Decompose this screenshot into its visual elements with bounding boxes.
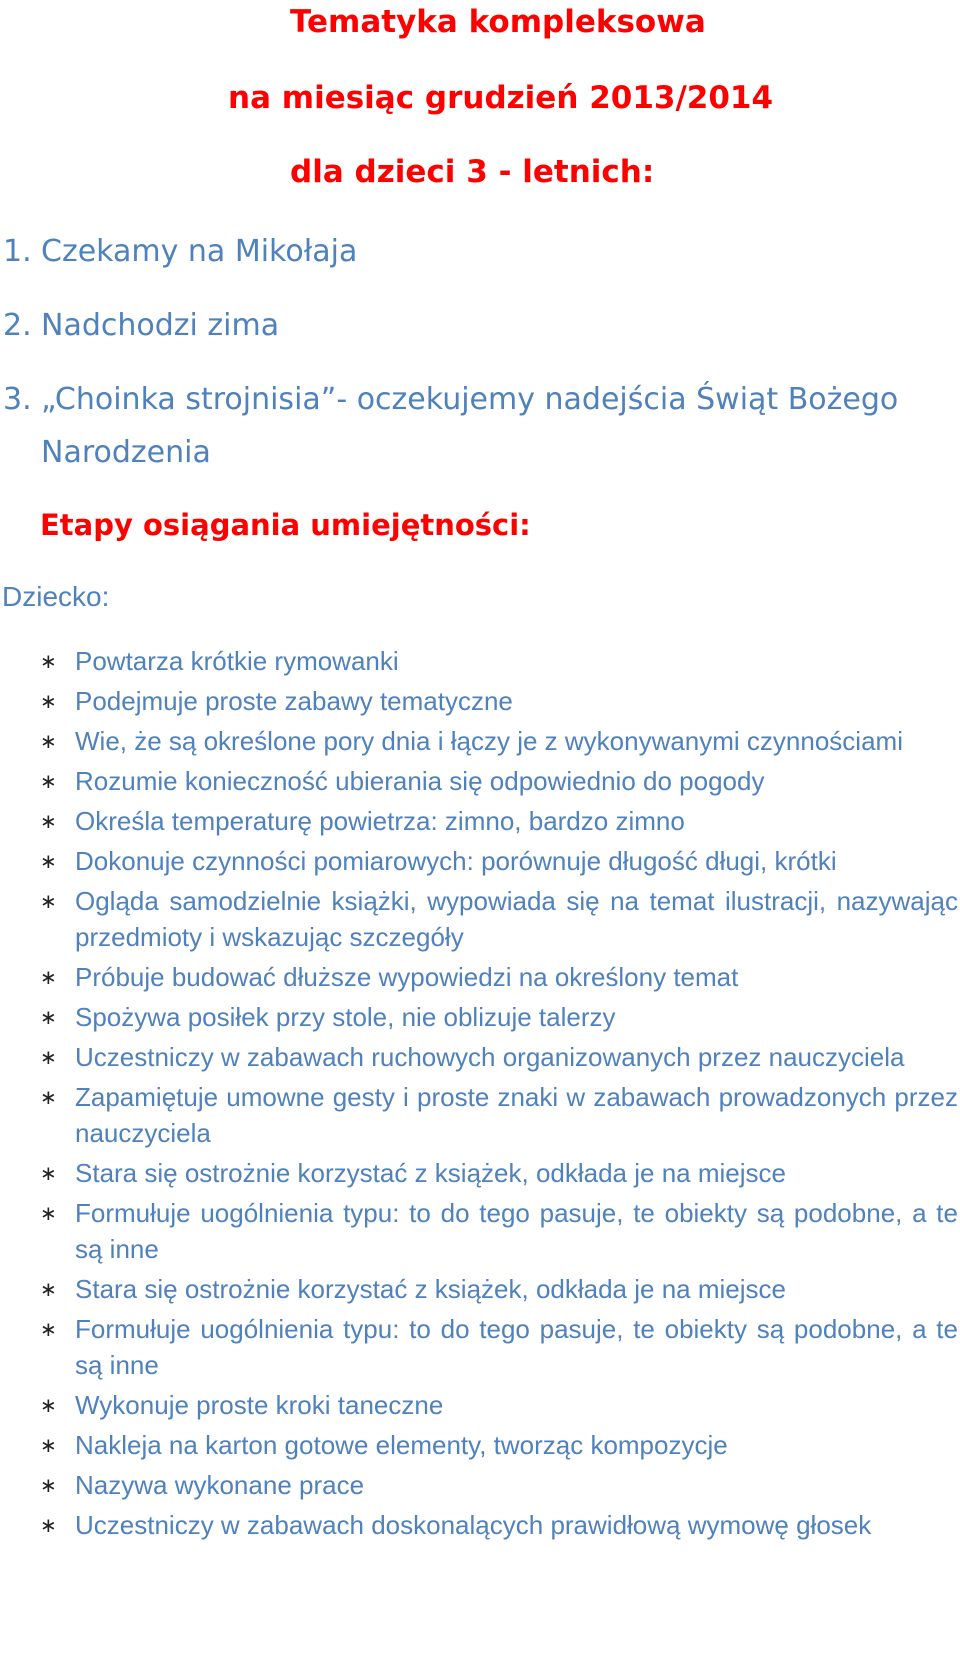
topic-text: „Choinka strojnisia”- oczekujemy nadejścia Świąt Bożego Narodzenia [41, 382, 899, 470]
skill-item [40, 643, 958, 679]
skill-item [40, 1467, 958, 1503]
skill-text: Formułuje uogólnienia typu: to do tego pasuje, te obiekty są podobne, a te są inne [75, 1314, 958, 1380]
asterisk-bullet-icon: ∗ [40, 809, 57, 833]
skill-text: Powtarza krótkie rymowanki [75, 646, 399, 676]
asterisk-bullet-icon: ∗ [40, 1005, 57, 1029]
asterisk-bullet-icon: ∗ [40, 1161, 57, 1185]
skill-text: Formułuje uogólnienia typu: to do tego pasuje, te obiekty są podobne, a te są inne [75, 1198, 958, 1264]
skill-text: Ogląda samodzielnie książki, wypowiada się na temat ilustracji, nazywając przedmioty i wskazując szczegóły [75, 886, 958, 952]
asterisk-bullet-icon: ∗ [40, 965, 57, 989]
topic-number: 2. [3, 308, 32, 343]
asterisk-bullet-icon: ∗ [40, 889, 57, 913]
skill-text: Określa temperaturę powietrza: zimno, bardzo zimno [75, 806, 685, 836]
skill-item [40, 683, 958, 719]
skill-item [40, 1155, 958, 1191]
asterisk-bullet-icon: ∗ [40, 649, 57, 673]
asterisk-bullet-icon: ∗ [40, 1317, 57, 1341]
asterisk-bullet-icon: ∗ [40, 1513, 57, 1537]
topic-text: Czekamy na Mikołaja [41, 234, 358, 269]
skill-text: Próbuje budować dłuższe wypowiedzi na określony temat [75, 962, 739, 992]
skill-item [40, 763, 958, 799]
skill-text: Uczestniczy w zabawach doskonalących prawidłową wymowę głosek [75, 1510, 872, 1540]
asterisk-bullet-icon: ∗ [40, 769, 57, 793]
stages-heading: Etapy osiągania umiejętności: [40, 508, 531, 542]
topic-text: Nadchodzi zima [41, 308, 280, 343]
document-title: Tematyka kompleksowa [290, 4, 706, 40]
child-label: Dziecko: [2, 581, 110, 612]
skill-text: Spożywa posiłek przy stole, nie oblizuje talerzy [75, 1002, 616, 1032]
skill-item [40, 803, 958, 839]
topic-item [3, 225, 953, 278]
skill-item [40, 1079, 958, 1151]
skill-text: Wie, że są określone pory dnia i łączy je z wykonywanymi czynnościami [75, 726, 903, 756]
asterisk-bullet-icon: ∗ [40, 1393, 57, 1417]
topics-list [3, 225, 953, 500]
skill-item [40, 1271, 958, 1307]
skill-text: Wykonuje proste kroki taneczne [75, 1390, 444, 1420]
topic-item [3, 299, 953, 352]
asterisk-bullet-icon: ∗ [40, 1433, 57, 1457]
skill-text: Dokonuje czynności pomiarowych: porównuje długość długi, krótki [75, 846, 837, 876]
skill-item [40, 1195, 958, 1267]
skill-item [40, 1311, 958, 1383]
asterisk-bullet-icon: ∗ [40, 849, 57, 873]
skill-item [40, 723, 958, 759]
skill-text: Stara się ostrożnie korzystać z książek, odkłada je na miejsce [75, 1158, 786, 1188]
asterisk-bullet-icon: ∗ [40, 729, 57, 753]
topic-item [3, 373, 953, 479]
skill-text: Rozumie konieczność ubierania się odpowiednio do pogody [75, 766, 765, 796]
asterisk-bullet-icon: ∗ [40, 1277, 57, 1301]
skill-text: Stara się ostrożnie korzystać z książek, odkłada je na miejsce [75, 1274, 786, 1304]
skill-item [40, 843, 958, 879]
asterisk-bullet-icon: ∗ [40, 1045, 57, 1069]
asterisk-bullet-icon: ∗ [40, 1085, 57, 1109]
skill-item [40, 959, 958, 995]
skill-text: Uczestniczy w zabawach ruchowych organizowanych przez nauczyciela [75, 1042, 905, 1072]
skill-text: Nakleja na karton gotowe elementy, tworząc kompozycje [75, 1430, 728, 1460]
skills-list [40, 643, 958, 1547]
skill-item [40, 1387, 958, 1423]
skill-item [40, 883, 958, 955]
document-subtitle-month: na miesiąc grudzień 2013/2014 [228, 80, 774, 116]
skill-text: Podejmuje proste zabawy tematyczne [75, 686, 513, 716]
document-subtitle-age-group: dla dzieci 3 - letnich: [290, 154, 655, 190]
skill-item [40, 1427, 958, 1463]
asterisk-bullet-icon: ∗ [40, 1473, 57, 1497]
asterisk-bullet-icon: ∗ [40, 689, 57, 713]
skill-item [40, 1507, 958, 1543]
skill-text: Zapamiętuje umowne gesty i proste znaki w zabawach prowadzonych przez nauczyciela [75, 1082, 958, 1148]
skill-text: Nazywa wykonane prace [75, 1470, 365, 1500]
skill-item [40, 999, 958, 1035]
topic-number: 1. [3, 234, 32, 269]
skill-item [40, 1039, 958, 1075]
topic-number: 3. [3, 382, 32, 417]
asterisk-bullet-icon: ∗ [40, 1201, 57, 1225]
